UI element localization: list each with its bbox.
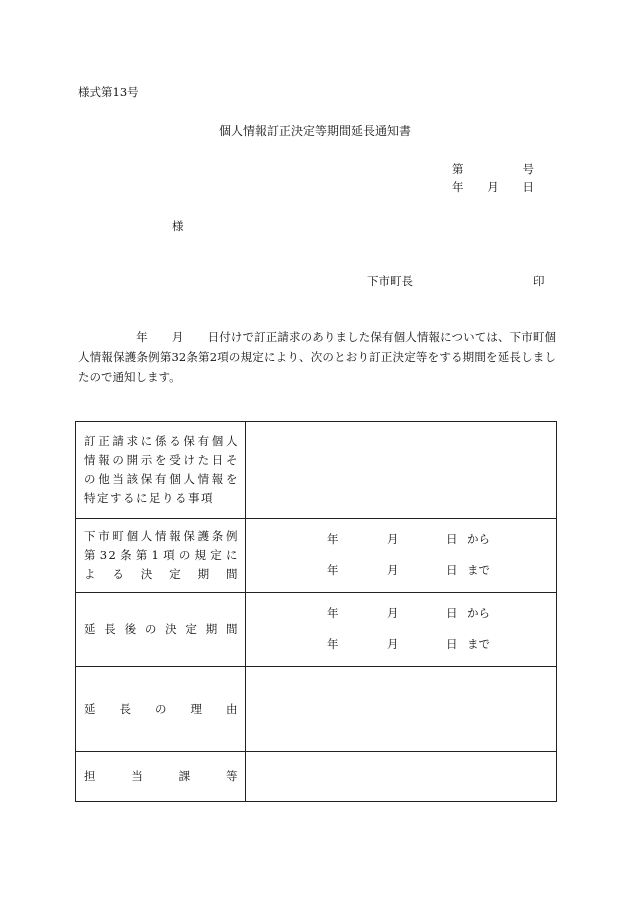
- period-year: 年: [327, 532, 339, 546]
- value-department[interactable]: [246, 752, 557, 802]
- value-reason[interactable]: [246, 667, 557, 752]
- body-text: 日付けで訂正請求のありました保有個人情報については、下市町個人情報保護条例第32条第2項の規定により、次のとおり訂正決定等をする期間を延長しましたので通知します。: [78, 330, 556, 384]
- period-year: 年: [327, 563, 339, 577]
- period-to-label: まで: [467, 563, 490, 577]
- label-reason: [76, 667, 246, 752]
- label-line: 延長後の決定期間: [84, 622, 239, 636]
- label-original-period: [76, 519, 246, 593]
- issuer-name: 下市町長: [367, 274, 413, 288]
- table-row: [76, 422, 557, 519]
- document-date: [452, 179, 534, 195]
- table-row: [76, 519, 557, 593]
- period-month: 月: [387, 606, 399, 620]
- document-number: [452, 161, 534, 177]
- form-number: 様式第13号: [78, 85, 139, 99]
- period-day: 日: [446, 532, 458, 546]
- period-from-label: から: [467, 606, 490, 620]
- label-extended-period: [76, 593, 246, 667]
- seal-mark: 印: [533, 274, 545, 288]
- value-identifying-matters[interactable]: [246, 422, 557, 519]
- number-prefix: 第: [452, 162, 464, 176]
- body-month: 月: [171, 330, 184, 344]
- period-to-label: まで: [467, 637, 490, 651]
- label-line: の他当該保有個人情報を: [84, 472, 239, 486]
- date-day: 日: [522, 180, 534, 194]
- date-year: 年: [452, 180, 464, 194]
- label-line: 情報の開示を受けた日そ: [84, 453, 239, 467]
- period-to: [246, 636, 556, 652]
- date-month: 月: [487, 180, 499, 194]
- period-from-label: から: [467, 532, 490, 546]
- label-identifying-matters: [76, 422, 246, 519]
- period-year: 年: [327, 606, 339, 620]
- period-month: 月: [387, 563, 399, 577]
- label-line: 特定するに足りる事項: [84, 491, 214, 505]
- document-title: 個人情報訂正決定等期間延長通知書: [218, 124, 411, 138]
- period-month: 月: [387, 532, 399, 546]
- table-row: [76, 752, 557, 802]
- period-day: 日: [446, 563, 458, 577]
- period-day: 日: [446, 637, 458, 651]
- label-line: 訂正請求に係る保有個人: [84, 434, 239, 448]
- number-suffix: 号: [522, 162, 534, 176]
- period-month: 月: [387, 637, 399, 651]
- period-year: 年: [327, 637, 339, 651]
- table-row: [76, 593, 557, 667]
- body-year: 年: [136, 330, 148, 344]
- addressee-honorific: 様: [172, 219, 184, 233]
- period-day: 日: [446, 606, 458, 620]
- value-extended-period[interactable]: [246, 593, 557, 667]
- notice-body: [78, 327, 556, 387]
- value-original-period[interactable]: [246, 519, 557, 593]
- label-line: 延長の理由: [84, 701, 239, 716]
- details-table: [75, 421, 557, 802]
- label-department: [76, 752, 246, 802]
- period-from: [246, 605, 556, 621]
- label-line: 担当課等: [84, 769, 239, 783]
- label-line: 第32条第1項の規定に: [84, 548, 239, 562]
- period-from: [246, 531, 556, 547]
- table-row: [76, 667, 557, 752]
- label-line: 下市町個人情報保護条例: [84, 529, 239, 543]
- label-line: よる決定期間: [84, 567, 239, 581]
- period-to: [246, 562, 556, 578]
